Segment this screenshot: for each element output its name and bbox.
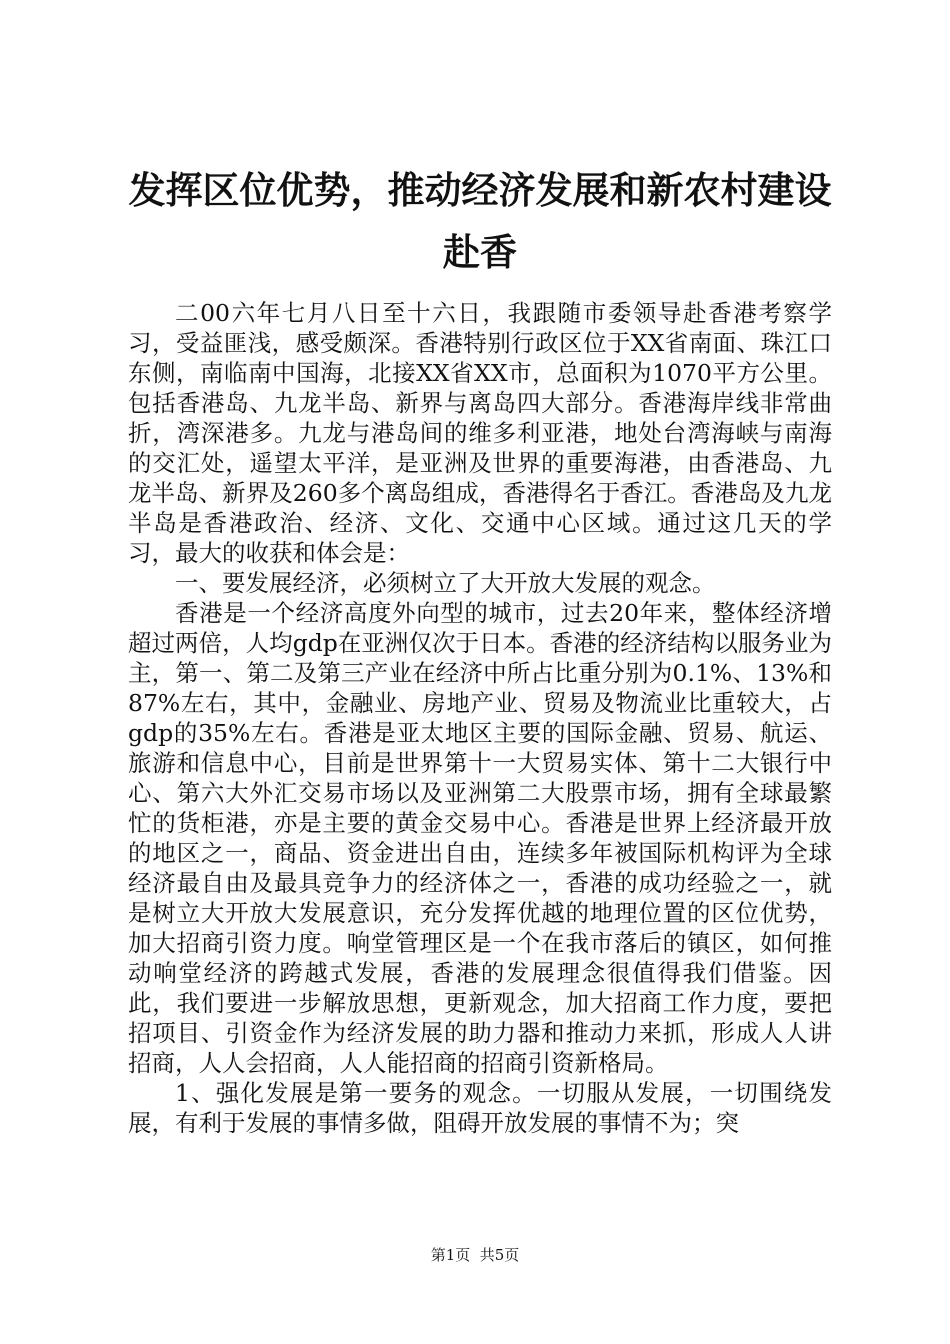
paragraph-intro: 二00六年七月八日至十六日，我跟随市委领导赴香港考察学习，受益匪浅，感受颇深。香港特别行政区位于XX省南面、珠江口东侧，南临南中国海，北接XX省XX市，总面积为1070平方公里。包括香港岛、九龙半岛、新界与离岛四大部分。香港海岸线非常曲折，湾深港多。九龙与港岛间的维多利亚港，地处台湾海峡与南海的交汇处，遥望太平洋，是亚洲及世界的重要海港，由香港岛、九龙半岛、新界及260多个离岛组成，香港得名于香江。香港岛及九龙半岛是香港政治、经济、文化、交通中心区域。通过这几天的学习，最大的收获和体会是： [128,299,832,567]
paragraph-heading-1: 一、要发展经济，必须树立了大开放大发展的观念。 [175,569,716,597]
paragraph-hongkong-economy: 香港是一个经济高度外向型的城市，过去20年来，整体经济增超过两倍，人均gdp在亚洲仅次于日本。香港的经济结构以服务业为主，第一、第二及第三产业在经济中所占比重分别为0.1%、13%和87%左右，其中，金融业、房地产业、贸易及物流业比重较大，占gdp的35%左右。香港是亚太地区主要的国际金融、贸易、航运、旅游和信息中心，目前是世界第十一大贸易实体、第十二大银行中心、第六大外汇交易市场以及亚洲第二大股票市场，拥有全球最繁忙的货柜港，亦是主要的黄金交易中心。香港是世界上经济最开放的地区之一，商品、资金进出自由，连续多年被国际机构评为全球经济最自由及最具竞争力的经济体之一，香港的成功经验之一，就是树立大开放大发展意识，充分发挥优越的地理位置的区位优势，加大招商引资力度。响堂管理区是一个在我市落后的镇区，如何推动响堂经济的跨越式发展，香港的发展理念很值得我们借鉴。因此，我们要进一步解放思想，更新观念，加大招商工作力度，要把招项目、引资金作为经济发展的助力器和推动力来抓，形成人人讲招商，人人会招商，人人能招商的招商引资新格局。 [128,599,832,1077]
page-footer [0,1245,950,1265]
paragraph-point-1: 1、强化发展是第一要务的观念。一切服从发展，一切围绕发展，有利于发展的事情多做，阻碍开放发展的事情不为；突 [128,1079,832,1137]
document-title: 发挥区位优势，推动经济发展和新农村建设赴香 [128,169,832,274]
document-body [128,298,832,1138]
page-number: 第1页 共5页 [430,1246,520,1264]
